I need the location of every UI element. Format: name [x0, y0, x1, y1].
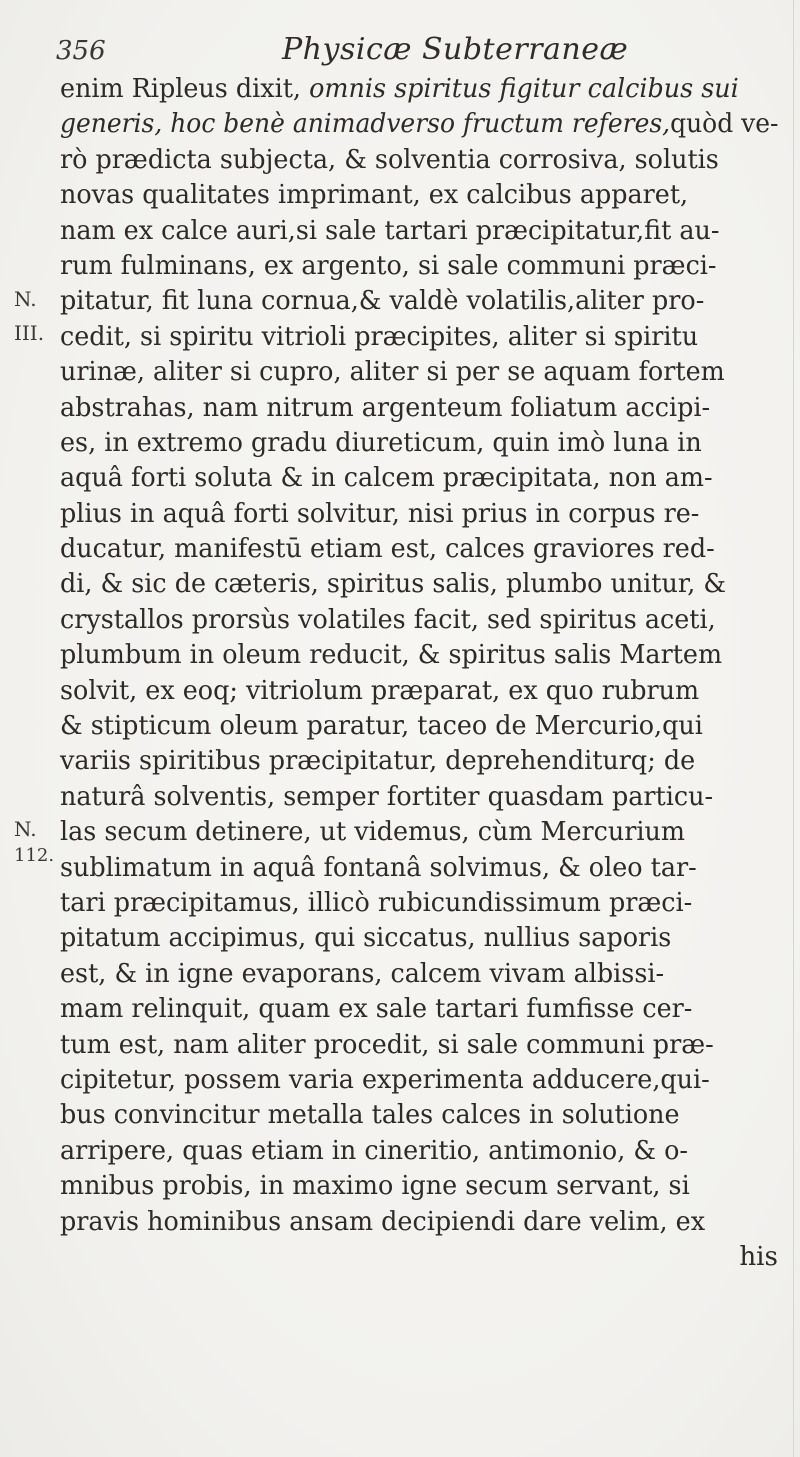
text-line	[60, 886, 778, 921]
roman-span: naturâ solventis, semper fortiter quasdam particu-	[60, 781, 714, 812]
roman-span: mam relinquit, quam ex sale tartari fumfisse cer-	[60, 994, 693, 1025]
roman-span: est, & in igne evaporans, calcem vivam albissi-	[60, 958, 665, 989]
text-line	[60, 921, 778, 956]
roman-span: his	[739, 1241, 778, 1272]
text-line	[60, 214, 778, 249]
text-line	[60, 1098, 778, 1133]
text-line	[60, 1134, 778, 1169]
roman-span: urinæ, aliter si cupro, aliter si per se aquam fortem	[60, 357, 725, 388]
margin-note: N.	[14, 817, 37, 841]
text-line	[60, 461, 778, 496]
text-line	[60, 1169, 778, 1204]
text-line	[60, 107, 779, 142]
italic-span: omnis spiritus figitur calcibus sui	[309, 74, 739, 104]
roman-span: las secum detinere, ut videmus, cùm Mercurium	[60, 817, 686, 848]
text-line	[60, 320, 778, 355]
text-line	[60, 284, 778, 319]
text-line	[60, 497, 778, 532]
text-line	[60, 1028, 778, 1063]
roman-span: plius in aquâ forti solvitur, nisi prius in corpus re-	[60, 498, 700, 529]
roman-span: sublimatum in aquâ fontanâ solvimus, & oleo tar-	[60, 852, 697, 883]
text-line	[60, 143, 778, 178]
roman-span: bus convincitur metalla tales calces in solutione	[60, 1100, 680, 1131]
text-line	[60, 532, 778, 567]
roman-span: cedit, si spiritu vitrioli præcipites, aliter si spiritu	[60, 321, 699, 352]
text-line	[60, 426, 778, 461]
roman-span: rum fulminans, ex argento, si sale communi præci-	[60, 250, 717, 281]
roman-span: rò prædicta subjecta, & solventia corrosiva, solutis	[60, 144, 719, 175]
margin-note: III.	[14, 321, 45, 345]
text-line	[60, 249, 778, 284]
page-number: 356	[56, 36, 106, 66]
text-line	[60, 780, 778, 815]
margin-note: N.	[14, 287, 37, 311]
roman-span: solvit, ex eoq; vitriolum præparat, ex quo rubrum	[60, 675, 700, 706]
roman-span: nam ex calce auri,si sale tartari præcipitatur,fit au-	[60, 215, 720, 246]
text-line	[60, 815, 778, 850]
roman-span: novas qualitates imprimant, ex calcibus apparet,	[60, 180, 689, 211]
roman-span: arripere, quas etiam in cineritio, antimonio, & o-	[60, 1135, 688, 1166]
text-line	[60, 957, 778, 992]
roman-span: di, & sic de cæteris, spiritus salis, plumbo unitur, &	[60, 569, 727, 600]
body-text	[60, 72, 800, 1275]
text-line	[60, 709, 778, 744]
text-line	[60, 391, 778, 426]
text-line	[60, 851, 778, 886]
text-line	[60, 674, 778, 709]
roman-span: pravis hominibus ansam decipiendi dare velim, ex	[60, 1206, 706, 1237]
italic-span: generis, hoc benè animadverso fructum referes,	[60, 109, 671, 140]
roman-span: ducatur, manifestū etiam est, calces graviores red-	[60, 534, 715, 565]
text-line	[60, 603, 778, 638]
text-line	[60, 178, 778, 213]
text-line	[60, 72, 778, 107]
roman-span: tum est, nam aliter procedit, si sale communi præ-	[60, 1029, 714, 1060]
roman-span: crystallos prorsùs volatiles facit, sed spiritus aceti,	[60, 604, 716, 635]
roman-span: variis spiritibus præcipitatur, deprehenditurq; de	[60, 746, 696, 777]
roman-span: quòd ve-	[670, 109, 779, 140]
roman-span: mnibus probis, in maximo igne secum servant, si	[60, 1171, 690, 1202]
text-line	[60, 355, 778, 390]
text-line	[60, 1063, 778, 1098]
roman-span: abstrahas, nam nitrum argenteum foliatum accipi-	[60, 392, 711, 423]
text-line	[60, 638, 778, 673]
text-line	[60, 567, 778, 602]
text-line	[60, 992, 778, 1027]
text-line	[60, 744, 778, 779]
roman-span: pitatum accipimus, qui siccatus, nullius saporis	[60, 923, 672, 954]
margin-note: 112.	[14, 845, 55, 866]
roman-span: tari præcipitamus, illicò rubicundissimum præci-	[60, 887, 693, 918]
page-header	[0, 28, 800, 78]
text-line	[60, 1240, 778, 1275]
roman-span: es, in extremo gradu diureticum, quin imò luna in	[60, 427, 702, 458]
roman-span: cipitetur, possem varia experimenta adducere,qui-	[60, 1064, 710, 1095]
running-title: Physicæ Subterraneæ	[282, 32, 629, 67]
roman-span: pitatur, fit luna cornua,& valdè volatilis,aliter pro-	[60, 286, 705, 317]
roman-span: plumbum in oleum reducit, & spiritus salis Martem	[60, 640, 723, 671]
roman-span: & stipticum oleum paratur, taceo de Mercurio,qui	[60, 711, 703, 742]
roman-span: aquâ forti soluta & in calcem præcipitata, non am-	[60, 463, 713, 494]
roman-span: enim Ripleus dixit,	[60, 74, 310, 104]
text-line	[60, 1205, 778, 1240]
